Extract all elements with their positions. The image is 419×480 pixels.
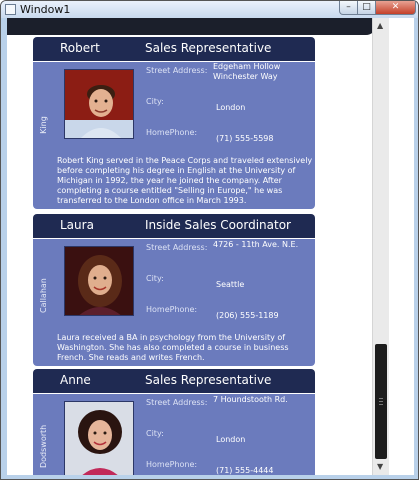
minimize-icon: – xyxy=(346,2,351,12)
close-button[interactable] xyxy=(375,1,416,15)
home-phone-value: (71) 555-4444 xyxy=(216,466,274,475)
city-label: City: xyxy=(146,429,164,438)
card-header xyxy=(33,37,315,61)
employee-last-name: Dodsworth xyxy=(39,424,48,468)
street-address-label: Street Address: xyxy=(146,66,208,75)
employee-photo xyxy=(64,246,134,316)
card-header xyxy=(33,369,315,393)
employee-first-name: Anne xyxy=(60,373,91,387)
employee-photo xyxy=(64,401,134,475)
street-address-value: 7 Houndstooth Rd. xyxy=(213,395,288,404)
employee-photo xyxy=(64,69,134,139)
card-body xyxy=(33,62,315,209)
street-address-label: Street Address: xyxy=(146,398,208,407)
employee-title: Sales Representative xyxy=(145,373,272,387)
employee-first-name: Laura xyxy=(60,218,94,232)
card-body xyxy=(33,394,315,475)
vertical-scrollbar[interactable] xyxy=(372,18,389,475)
maximize-button[interactable] xyxy=(357,1,376,15)
maximize-icon: □ xyxy=(362,2,371,12)
list-top-band xyxy=(7,18,376,35)
title-bar[interactable] xyxy=(1,1,418,18)
window-title: Window1 xyxy=(20,3,71,16)
scroll-up-icon[interactable]: ▲ xyxy=(377,21,384,30)
home-phone-value: (206) 555-1189 xyxy=(216,311,279,320)
window-app-icon xyxy=(5,4,16,15)
employee-first-name: Robert xyxy=(60,41,100,55)
city-value: London xyxy=(216,103,246,112)
employee-notes: Robert King served in the Peace Corps and traveled extensively before completing his degree in English at the University of Michigan in 1992, the year he joined the company. After completing a course entitled "Selling in Europe," he was transferred to the London office in March 1993. xyxy=(57,156,313,205)
employee-notes: Laura received a BA in psychology from the University of Washington. She has also completed a course in business French. She reads and writes French. xyxy=(57,333,289,362)
employee-list xyxy=(7,18,414,475)
employee-last-name: King xyxy=(39,116,48,134)
home-phone-value: (71) 555-5598 xyxy=(216,134,274,143)
city-label: City: xyxy=(146,274,164,283)
card-body xyxy=(33,239,315,366)
minimize-button[interactable] xyxy=(339,1,358,15)
employee-title: Sales Representative xyxy=(145,41,272,55)
street-address-label: Street Address: xyxy=(146,243,208,252)
close-icon: ✕ xyxy=(391,2,400,12)
grip-icon xyxy=(379,398,383,405)
scroll-down-icon[interactable]: ▼ xyxy=(377,462,384,471)
card-header xyxy=(33,214,315,238)
scroll-thumb[interactable] xyxy=(375,344,387,459)
city-value: London xyxy=(216,435,246,444)
city-value: Seattle xyxy=(216,280,245,289)
street-address-value: 4726 - 11th Ave. N.E. xyxy=(213,240,299,249)
street-address-value: Edgeham Hollow Winchester Way xyxy=(213,62,281,81)
home-phone-label: HomePhone: xyxy=(146,305,198,314)
home-phone-label: HomePhone: xyxy=(146,460,198,469)
employee-title: Inside Sales Coordinator xyxy=(145,218,291,232)
employee-last-name: Callahan xyxy=(39,278,48,313)
city-label: City: xyxy=(146,97,164,106)
home-phone-label: HomePhone: xyxy=(146,128,198,137)
